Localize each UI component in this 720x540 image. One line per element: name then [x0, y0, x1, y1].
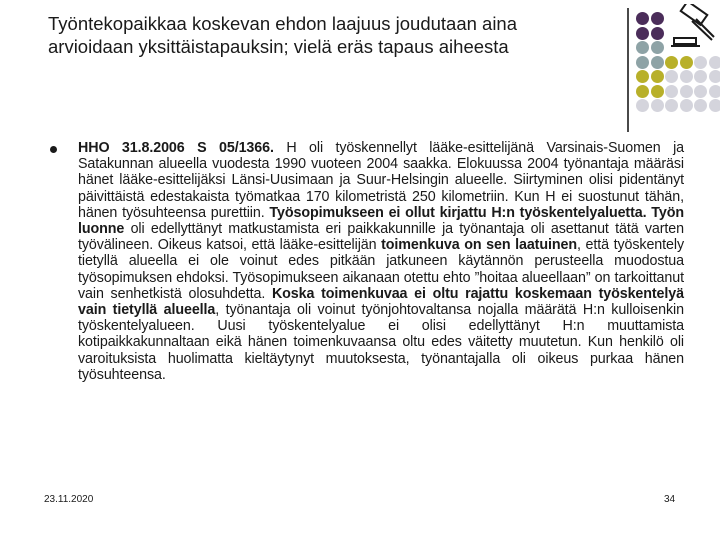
decorative-dot — [665, 70, 678, 83]
decorative-dot — [680, 99, 693, 112]
decorative-dot — [694, 99, 707, 112]
decorative-dot — [680, 56, 693, 69]
decorative-dot — [680, 70, 693, 83]
decorative-dot — [651, 99, 664, 112]
decorative-dot — [636, 41, 649, 54]
decorative-dot — [694, 70, 707, 83]
decorative-dot — [665, 99, 678, 112]
decorative-dot — [636, 12, 649, 25]
decorative-dot — [665, 56, 678, 69]
decorative-dot — [636, 85, 649, 98]
body-text: H oli työskennellyt lääke-esittelijänä Varsinais-Suomen ja Satakunnan alueella vuodesta 1990 vuoteen 2004 saakka. Elokuussa 2004 työnantaja määräsi hänet lääke-esittelijäksi Länsi-Uusimaan ja Suur-Helsingin alueelle. Siirtyminen olisi pidentänyt päivittäistä edestakaista työmatkaa 170 kilometristä 250 kilometriin. Kun H ei suostunut tähän, hänen työsuhteensa purettiin. — [78, 140, 684, 221]
decorative-dot — [636, 27, 649, 40]
gavel-icon — [668, 4, 720, 50]
bullet-marker — [50, 146, 57, 153]
decorative-dot — [651, 12, 664, 25]
decorative-dot — [636, 56, 649, 69]
decorative-dot — [651, 70, 664, 83]
decorative-dot — [694, 56, 707, 69]
decorative-dot — [651, 85, 664, 98]
decorative-dot — [709, 85, 720, 98]
decorative-dot — [636, 99, 649, 112]
footer-date: 23.11.2020 — [44, 494, 94, 505]
decorative-dot — [651, 56, 664, 69]
body-text: , työnantaja oli voinut työnjohtovaltansa nojalla määrätä H:n kulloisenkin työskentelyalueen. Uusi työskentelyalue ei olisi edellyttänyt H:n muuttamista kotipaikkakunnaltaan eikä hänen toimenkuvaansa oltu edes väitetty muutetun. Kun henkilö oli varoituksista huolimatta kieltäytynyt muutoksesta, työnantajalla oli oikeus purkaa hänen työsuhteensa. — [78, 302, 684, 383]
decorative-dot — [694, 85, 707, 98]
decorative-dot — [709, 70, 720, 83]
decorative-dot — [709, 99, 720, 112]
decorative-divider — [627, 8, 629, 132]
body-text: , että työskentely tietyllä alueella ei ole voinut edes pitkään jatkuneen käytännön perusteella muodostua työsopimuksen ehdoksi. Työsopimukseen aikanaan otettu ehto ”hoitaa alueellaan” on tarkoittanut vain senhetkistä olosuhdetta. — [78, 237, 684, 302]
page-number: 34 — [664, 494, 676, 505]
decorative-dot — [651, 27, 664, 40]
decorative-dot — [709, 56, 720, 69]
decorative-dot — [680, 85, 693, 98]
slide-title: Työntekopaikkaa koskevan ehdon laajuus joudutaan aina arvioidaan yksittäistapauksin; vielä eräs tapaus aiheesta — [48, 13, 518, 57]
decorative-dot — [636, 70, 649, 83]
decorative-dot — [651, 41, 664, 54]
body-text-bold: toimenkuva on sen laatuinen — [381, 237, 577, 254]
body-text-bold: Koska toimenkuvaa ei oltu rajattu koskemaan työskentelyä vain tietyllä alueella — [78, 285, 684, 319]
body-text-bold: HHO 31.8.2006 S 05/1366. — [78, 140, 274, 156]
decorative-dot — [665, 85, 678, 98]
body-text: oli edellyttänyt matkustamista eri paikkakunnille ja työnantaja oli asettanut tätä varten työvälineen. Oikeus katsoi, että lääke-esittelijän — [78, 221, 684, 254]
body-text-bold: Työsopimukseen ei ollut kirjattu H:n työskentelyaluetta. Työn luonne — [78, 204, 684, 238]
body-paragraph — [78, 140, 684, 383]
